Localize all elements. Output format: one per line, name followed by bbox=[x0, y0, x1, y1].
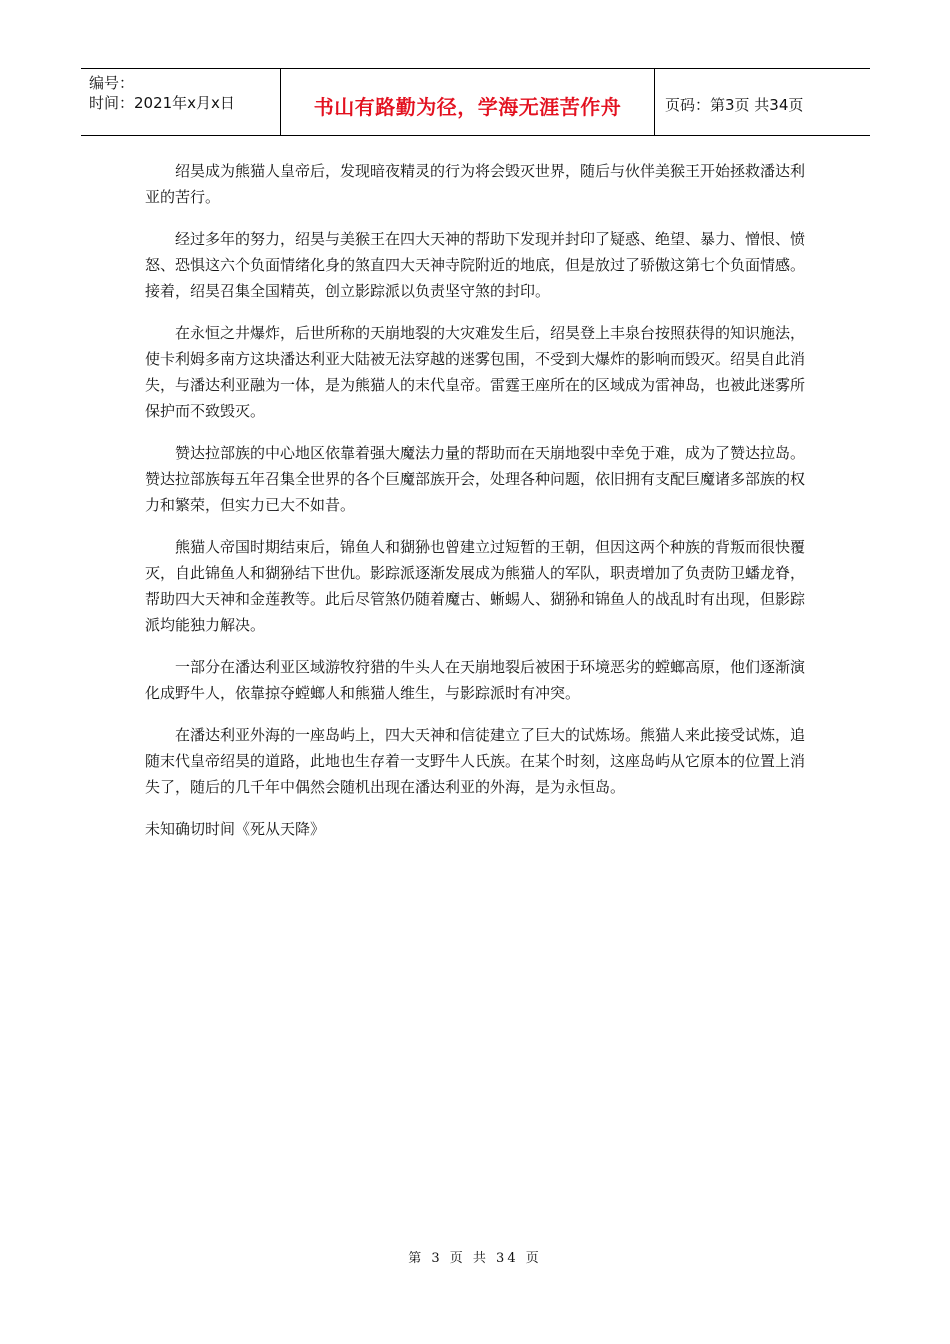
paragraph: 经过多年的努力，绍昊与美猴王在四大天神的帮助下发现并封印了疑惑、绝望、暴力、憎恨、愤怒、恐惧这六个负面情绪化身的煞直四大天神寺院附近的地底，但是放过了骄傲这第七个负面情感。接着，绍昊召集全国精英，创立影踪派以负责坚守煞的封印。 bbox=[145, 230, 806, 300]
time-label: 时间：2021年x月x日 bbox=[89, 94, 235, 112]
document-body bbox=[145, 158, 805, 858]
header-page-info: 页码：第3页 共34页 bbox=[665, 95, 804, 114]
header-motto: 书山有路勤为径，学海无涯苦作舟 bbox=[280, 69, 655, 135]
serial-label: 编号： bbox=[89, 74, 135, 92]
paragraph: 熊猫人帝国时期结束后，锦鱼人和猢狲也曾建立过短暂的王朝，但因这两个种族的背叛而很快覆灭，自此锦鱼人和猢狲结下世仇。影踪派逐渐发展成为熊猫人的军队，职责增加了负责防卫蟠龙脊，帮助四大天神和金莲教等。此后尽管煞仍随着魔古、蜥蜴人、猢狲和锦鱼人的战乱时有出现，但影踪派均能独力解决。 bbox=[145, 538, 806, 634]
page-footer: 第 3 页 共 34 页 bbox=[408, 1251, 542, 1266]
closing-line: 未知确切时间《死从天降》 bbox=[145, 820, 326, 838]
page-header bbox=[81, 68, 870, 136]
paragraph: 在永恒之井爆炸，后世所称的天崩地裂的大灾难发生后，绍昊登上丰泉台按照获得的知识施法，使卡利姆多南方这块潘达利亚大陆被无法穿越的迷雾包围，不受到大爆炸的影响而毁灭。绍昊自此消失，与潘达利亚融为一体，是为熊猫人的末代皇帝。雷霆王座所在的区域成为雷神岛，也被此迷雾所保护而不致毁灭。 bbox=[145, 324, 806, 420]
paragraph: 一部分在潘达利亚区域游牧狩猎的牛头人在天崩地裂后被困于环境恶劣的螳螂高原，他们逐渐演化成野牛人，依靠掠夺螳螂人和熊猫人维生，与影踪派时有冲突。 bbox=[145, 658, 806, 702]
paragraph: 赞达拉部族的中心地区依靠着强大魔法力量的帮助而在天崩地裂中幸免于难，成为了赞达拉岛。赞达拉部族每五年召集全世界的各个巨魔部族开会，处理各种问题，依旧拥有支配巨魔诸多部族的权力和繁荣，但实力已大不如昔。 bbox=[145, 444, 806, 514]
paragraph: 在潘达利亚外海的一座岛屿上，四大天神和信徒建立了巨大的试炼场。熊猫人来此接受试炼，追随末代皇帝绍昊的道路，此地也生存着一支野牛人氏族。在某个时刻，这座岛屿从它原本的位置上消失了，随后的几千年中偶然会随机出现在潘达利亚的外海，是为永恒岛。 bbox=[145, 726, 806, 796]
header-meta bbox=[81, 69, 280, 135]
paragraph: 绍昊成为熊猫人皇帝后，发现暗夜精灵的行为将会毁灭世界，随后与伙伴美猴王开始拯救潘达利亚的苦行。 bbox=[145, 162, 806, 206]
